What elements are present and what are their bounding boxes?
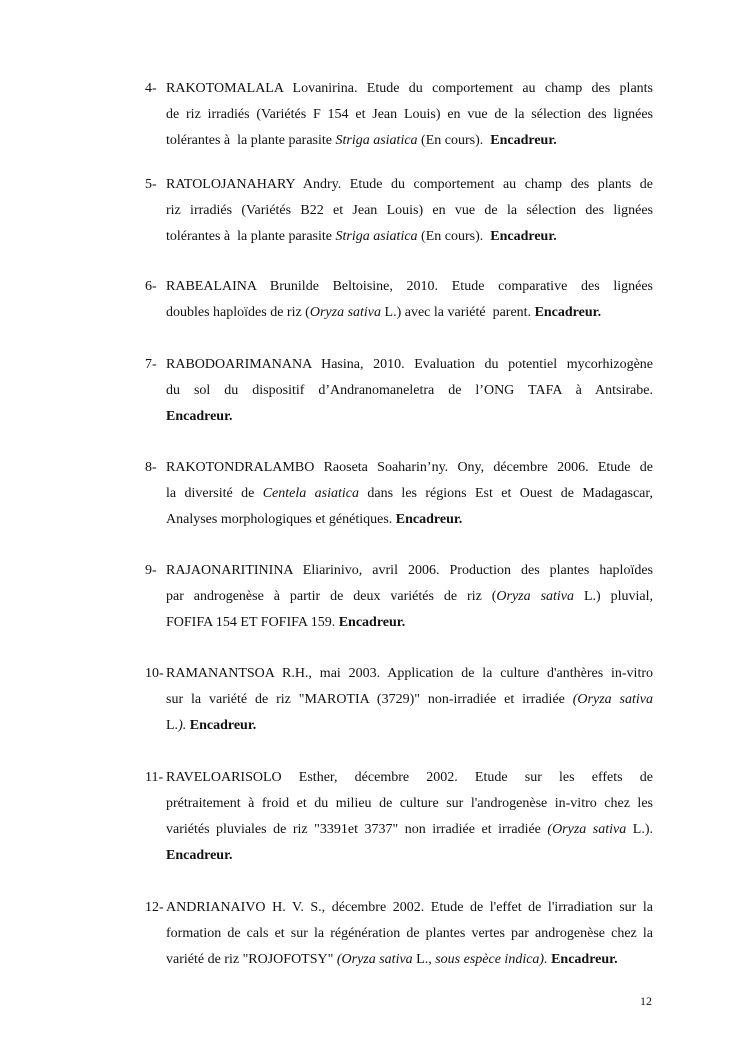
text-run: dans les régions Est et Ouest de Madagascar, [358,486,653,501]
reference-number: 6- [145,279,157,294]
reference-line [166,921,653,947]
italic-text: Oryza sativa [309,305,382,320]
text-run: Analyses morphologiques et génétiques. [166,512,396,527]
reference-line [166,687,653,713]
reference-line [166,584,653,610]
reference-line [166,404,653,430]
encadreur-label: Encadreur. [534,305,602,320]
reference-line [166,128,653,154]
encadreur-label: Encadreur. [166,409,233,424]
text-run: ANDRIANAIVO H. V. S., décembre 2002. Etude de l'effet de l'irradiation sur la [166,900,653,915]
text-run: RATOLOJANAHARY Andry. Etude du comportement au champ des plants de [166,177,653,192]
reference-line [166,947,653,973]
text-run: RABODOARIMANANA Hasina, 2010. Evaluation du potentiel mycorhizogène [166,357,653,372]
text-run: RAKOTONDRALAMBO Raoseta Soaharin’ny. Ony, décembre 2006. Etude de [166,460,653,475]
reference-text [166,455,653,533]
reference-line [166,352,653,378]
text-run: RAJAONARITININA Eliarinivo, avril 2006. Production des plantes haploïdes [166,563,653,578]
reference-line [166,713,653,739]
text-run: du sol du dispositif d’Andranomaneletra de l’ONG TAFA à Antsirabe. [166,383,653,398]
reference-line [166,791,653,817]
reference-line [166,481,653,507]
italic-text: Striga asiatica [335,133,418,148]
text-run: L., [412,952,436,967]
text-run: par androgenèse à partir de deux variétés de riz ( [166,589,497,604]
text-run: la diversité de [166,486,263,501]
reference-line [166,76,653,102]
text-run: RAMANANTSOA R.H., mai 2003. Application de la culture d'anthères in-vitro [166,666,653,681]
italic-text: sous espèce indica). [435,952,548,967]
reference-line [166,274,653,300]
reference-text [166,274,653,326]
italic-text: Centela asiatica [262,486,359,501]
reference-text [166,76,653,154]
page-number: 12 [640,994,652,1008]
encadreur-label: Encadreur. [338,615,406,630]
reference-text [166,895,653,973]
italic-text: (Oryza sativa [336,952,413,967]
encadreur-label: Encadreur. [395,512,463,527]
reference-line [166,198,653,224]
italic-text: (Oryza sativa [572,692,653,707]
reference-number: 8- [145,460,157,475]
reference-line [166,895,653,921]
reference-line [166,455,653,481]
encadreur-label: Encadreur. [490,133,557,148]
reference-number: 4- [145,81,157,96]
text-run: prétraitement à froid et du milieu de culture sur l'androgenèse in-vitro chez les [166,796,653,811]
reference-text [166,172,653,250]
reference-text [166,352,653,430]
reference-line [166,378,653,404]
text-run: riz irradiés (Variétés B22 et Jean Louis) en vue de la sélection des lignées [166,203,653,218]
reference-line [166,172,653,198]
reference-text [166,765,653,869]
reference-text [166,661,653,739]
reference-line [166,102,653,128]
text-run: RABEALAINA Brunilde Beltoisine, 2010. Etude comparative des lignées [166,279,653,294]
text-run: (En cours). [417,229,491,244]
reference-line [166,558,653,584]
reference-line [166,765,653,791]
italic-text: Oryza sativa [496,589,575,604]
reference-number: 9- [145,563,157,578]
text-run: L. [166,718,179,733]
reference-line [166,507,653,533]
text-run: formation de cals et sur la régénération de plantes vertes par androgenèse chez la [166,926,653,941]
text-run: RAVELOARISOLO Esther, décembre 2002. Etude sur les effets de [166,770,653,785]
reference-number: 12- [145,900,164,915]
text-run: RAKOTOMALALA Lovanirina. Etude du comportement au champ des plants [166,81,653,96]
reference-line [166,300,653,326]
reference-line [166,610,653,636]
reference-text [166,558,653,636]
encadreur-label: Encadreur. [551,952,618,967]
text-run: L.). [626,822,653,837]
text-run: doubles haploïdes de riz ( [166,305,310,320]
text-run: L.) pluvial, [574,589,653,604]
reference-line [166,661,653,687]
italic-text: (Oryza sativa [547,822,627,837]
italic-text: Striga asiatica [335,229,418,244]
text-run: FOFIFA 154 ET FOFIFA 159. [166,615,339,630]
text-run: (En cours). [417,133,491,148]
reference-line [166,817,653,843]
reference-number: 10- [145,666,164,681]
reference-line [166,843,653,869]
reference-number: 7- [145,357,157,372]
text-run: variété de riz "ROJOFOTSY" [166,952,337,967]
encadreur-label: Encadreur. [189,718,257,733]
text-run: tolérantes à la plante parasite [166,229,336,244]
text-run: variétés pluviales de riz "3391et 3737" non irradiée et irradiée [166,822,548,837]
text-run: de riz irradiés (Variétés F 154 et Jean Louis) en vue de la sélection des lignées [166,107,653,122]
italic-text: ). [178,718,187,733]
text-run: tolérantes à la plante parasite [166,133,336,148]
text-run: L.) avec la variété parent. [381,305,535,320]
encadreur-label: Encadreur. [166,848,233,863]
encadreur-label: Encadreur. [490,229,557,244]
reference-number: 5- [145,177,157,192]
reference-line [166,224,653,250]
text-run: sur la variété de riz "MAROTIA (3729)" non-irradiée et irradiée [166,692,573,707]
reference-number: 11- [145,770,164,785]
